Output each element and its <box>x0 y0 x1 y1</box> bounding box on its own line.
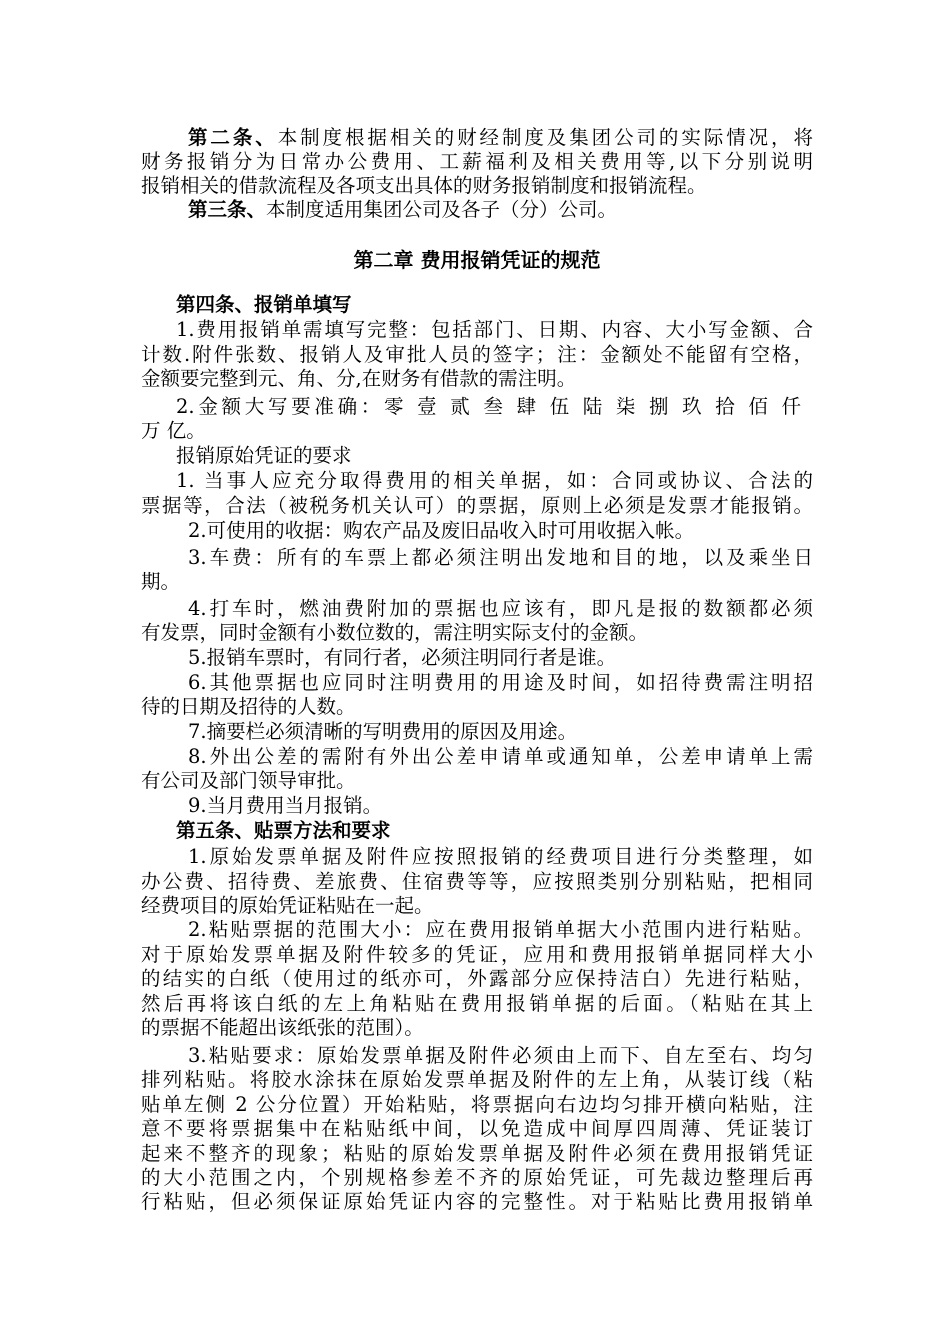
chapter-title: 第二章 费用报销凭证的规范 <box>353 248 601 272</box>
article5-p1-line-2: 办公费、招待费、差旅费、住宿费等等，应按照类别分别粘贴，把相同 <box>141 870 813 893</box>
article4-p2-line-1: 2.金额大写要准确：零 壹 贰 叁 肆 伍 陆 柒 捌 玖 拾 佰 仟 <box>176 395 801 418</box>
article5-p2-line-4: 然后再将该白纸的左上角粘贴在费用报销单据的后面。（粘贴在其上 <box>141 992 813 1015</box>
rule-6-line-1: 6.其他票据也应同时注明费用的用途及时间，如招待费需注明招 <box>188 671 813 694</box>
article5-p3-line-2: 排列粘贴。将胶水涂抹在原始发票单据及附件的左上角，从装订线（粘 <box>141 1068 813 1091</box>
article5-p3-line-5: 起来不整齐的现象；粘贴的原始发票单据及附件必须在费用报销凭证 <box>141 1142 813 1165</box>
article3-line-1: 第三条、本制度适用集团公司及各子（分）公司。 <box>188 198 618 221</box>
article5-p1-line-3: 经费项目的原始凭证粘贴在一起。 <box>141 894 434 917</box>
original-voucher-subheading: 报销原始凭证的要求 <box>176 444 352 467</box>
rule-3-line-2: 期。 <box>141 570 181 593</box>
rule-4-line-2: 有发票，同时金额有小数位数的，需注明实际支付的金额。 <box>141 621 649 644</box>
article5-p3-line-4: 意不要将票据集中在粘贴纸中间，以免造成中间厚四周薄、凭证装订 <box>141 1117 813 1140</box>
rule-8-line-1: 8.外出公差的需附有外出公差申请单或通知单，公差申请单上需 <box>188 745 813 768</box>
article5-p2-line-5: 的票据不能超出该纸张的范围）。 <box>141 1016 424 1039</box>
article4-p2-line-2: 万 亿。 <box>141 419 206 442</box>
article4-p1-line-3: 金额要完整到元、角、分,在财务有借款的需注明。 <box>141 367 577 390</box>
article2-line-2: 财务报销分为日常办公费用、工薪福利及相关费用等,以下分别说明 <box>141 150 813 173</box>
rule-1-line-1: 1. 当事人应充分取得费用的相关单据，如：合同或协议、合法的 <box>176 469 813 492</box>
rule-9: 9.当月费用当月报销。 <box>188 794 383 817</box>
rule-8-line-2: 有公司及部门领导审批。 <box>141 769 356 792</box>
article4-p1-line-2: 计数.附件张数、报销人及审批人员的签字；注：金额处不能留有空格， <box>141 343 813 366</box>
rule-2: 2.可使用的收据：购农产品及废旧品收入时可用收据入帐。 <box>188 519 695 542</box>
rule-6-line-2: 待的日期及招待的人数。 <box>141 695 356 718</box>
article2-line-3: 报销相关的借款流程及各项支出具体的财务报销制度和报销流程。 <box>141 174 707 197</box>
article4-title: 第四条、报销单填写 <box>176 293 352 316</box>
article2-line-1: 第二条、本制度根据相关的财经制度及集团公司的实际情况，将 <box>188 126 813 149</box>
article5-p3-line-3: 贴单左侧 2 公分位置）开始粘贴，将票据向右边均匀排开横向粘贴，注 <box>141 1093 813 1116</box>
article5-p3-line-7: 行粘贴，但必须保证原始凭证内容的完整性。对于粘贴比费用报销单 <box>141 1190 813 1213</box>
article4-p1-line-1: 1.费用报销单需填写完整：包括部门、日期、内容、大小写金额、合 <box>176 318 813 341</box>
rule-3-line-1: 3.车费：所有的车票上都必须注明出发地和目的地，以及乘坐日 <box>188 546 813 569</box>
article5-p2-line-1: 2.粘贴票据的范围大小：应在费用报销单据大小范围内进行粘贴。 <box>188 918 813 941</box>
article5-p3-line-1: 3.粘贴要求：原始发票单据及附件必须由上而下、自左至右、均匀 <box>188 1044 813 1067</box>
rule-4-line-1: 4.打车时，燃油费附加的票据也应该有，即凡是报的数额都必须 <box>188 597 813 620</box>
article3-heading: 第三条、 <box>188 198 267 221</box>
article2-heading: 第二条、 <box>188 126 278 149</box>
rule-7: 7.摘要栏必须清晰的写明费用的原因及用途。 <box>188 720 578 743</box>
article5-p2-line-3: 的结实的白纸（使用过的纸亦可，外露部分应保持洁白）先进行粘贴， <box>141 967 813 990</box>
article5-p3-line-6: 的大小范围之内，个别规格参差不齐的原始凭证，可先裁边整理后再 <box>141 1166 813 1189</box>
rule-1-line-2: 票据等，合法（被税务机关认可）的票据，原则上必须是发票才能报销。 <box>141 494 813 517</box>
article5-title: 第五条、贴票方法和要求 <box>176 819 391 842</box>
rule-5: 5.报销车票时，有同行者，必须注明同行者是谁。 <box>188 646 617 669</box>
article5-p2-line-2: 对于原始发票单据及附件较多的凭证，应用和费用报销单据同样大小 <box>141 943 813 966</box>
article5-p1-line-1: 1.原始发票单据及附件应按照报销的经费项目进行分类整理，如 <box>188 845 813 868</box>
